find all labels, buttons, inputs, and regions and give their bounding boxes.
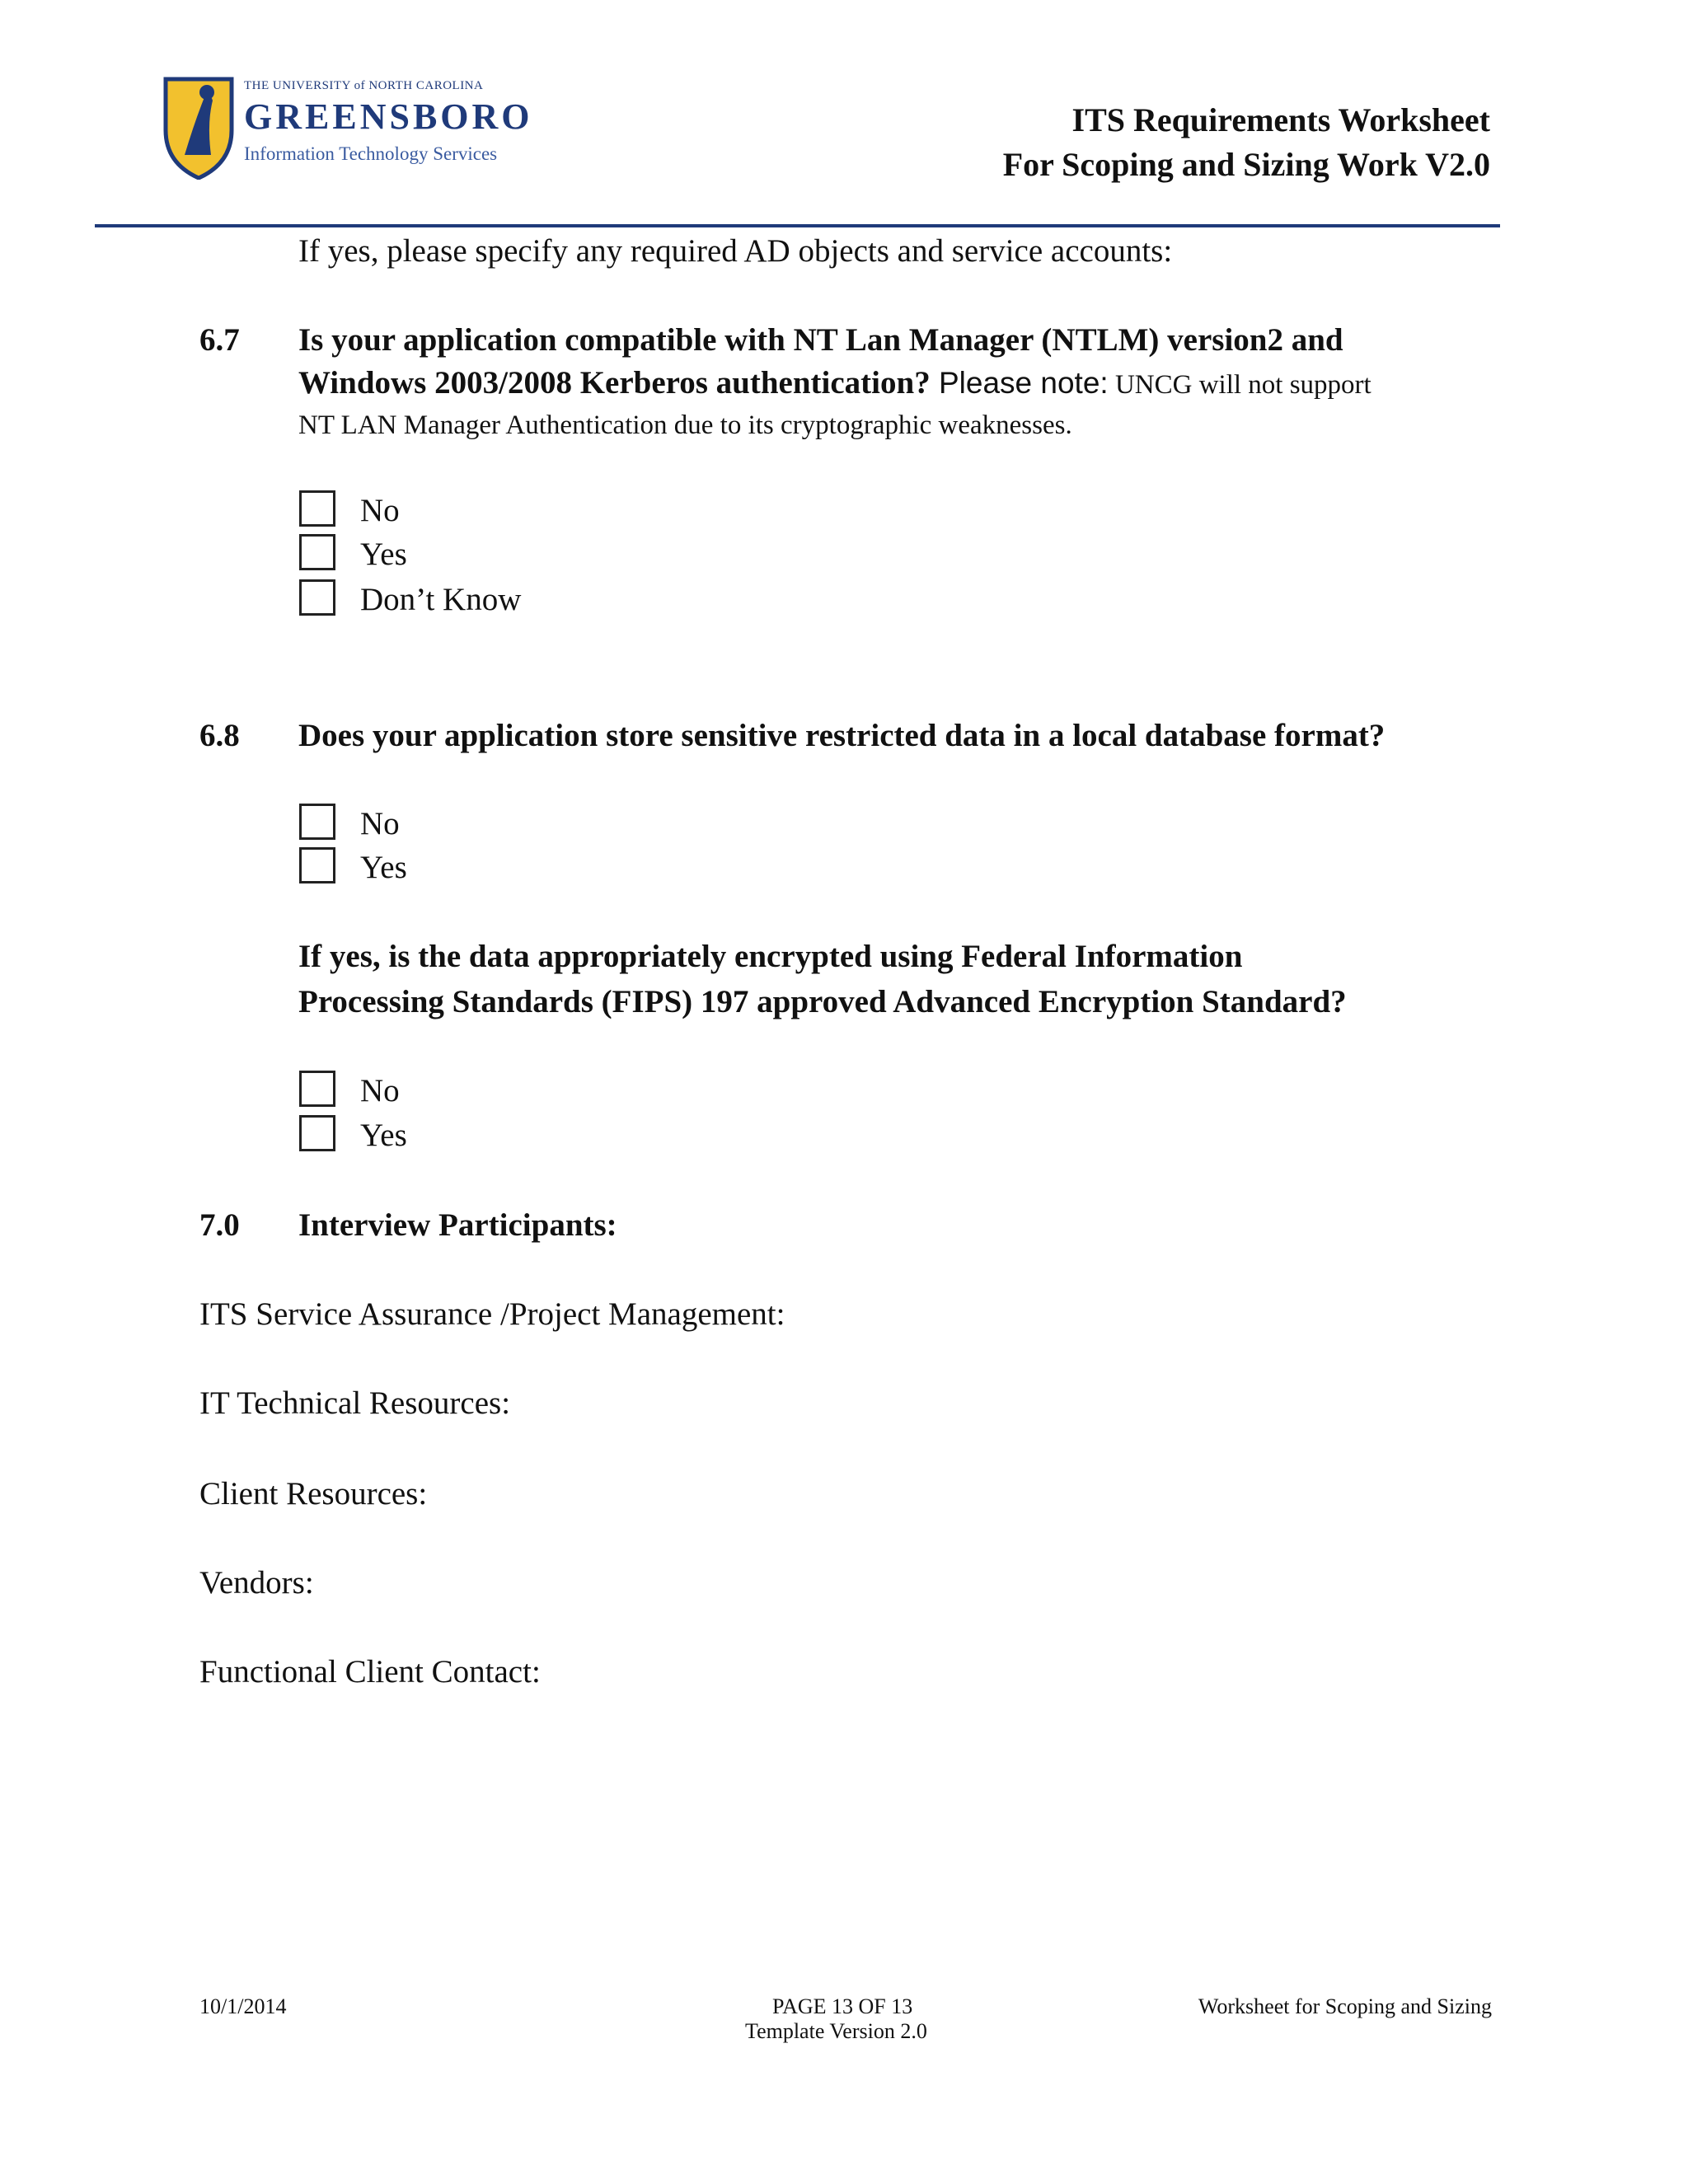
q67-no-label: No bbox=[360, 493, 400, 528]
q68-no-label: No bbox=[360, 806, 400, 841]
q68-followup-yes-label: Yes bbox=[360, 1118, 407, 1153]
logo-its: Information Technology Services bbox=[244, 143, 498, 164]
q68-number: 6.8 bbox=[199, 718, 240, 753]
uncg-logo bbox=[162, 73, 533, 184]
q67-yes-label: Yes bbox=[360, 537, 407, 572]
footer-page: PAGE 13 OF 13 bbox=[772, 1994, 913, 2018]
ad-objects-prompt: If yes, please specify any required AD objects and service accounts: bbox=[298, 233, 1173, 269]
header-title-line2: For Scoping and Sizing Work V2.0 bbox=[1002, 146, 1490, 183]
field-it-technical-resources: IT Technical Resources: bbox=[199, 1385, 511, 1421]
s70-title: Interview Participants: bbox=[298, 1207, 617, 1243]
q67-line2-bold: Windows 2003/2008 Kerberos authentication? bbox=[298, 365, 931, 401]
q67-dontknow-checkbox[interactable] bbox=[299, 579, 335, 616]
q68-yes-label: Yes bbox=[360, 850, 407, 885]
q68-yes-checkbox[interactable] bbox=[299, 847, 335, 883]
field-its-service-assurance: ITS Service Assurance /Project Management: bbox=[199, 1296, 785, 1332]
s70-number: 7.0 bbox=[199, 1207, 240, 1243]
shield-icon bbox=[162, 73, 236, 180]
q68-followup-line1: If yes, is the data appropriately encrypted using Federal Information bbox=[298, 939, 1243, 974]
q67-number: 6.7 bbox=[199, 322, 240, 358]
q67-line3: NT LAN Manager Authentication due to its cryptographic weaknesses. bbox=[298, 410, 1072, 440]
q68-followup-no-label: No bbox=[360, 1073, 400, 1108]
q68-followup-line2: Processing Standards (FIPS) 197 approved Advanced Encryption Standard? bbox=[298, 984, 1347, 1019]
q68-followup-no-checkbox[interactable] bbox=[299, 1071, 335, 1107]
field-client-resources: Client Resources: bbox=[199, 1476, 428, 1511]
q68-no-checkbox[interactable] bbox=[299, 804, 335, 840]
q67-no-checkbox[interactable] bbox=[299, 490, 335, 527]
footer-template-version: Template Version 2.0 bbox=[745, 2019, 927, 2043]
field-vendors: Vendors: bbox=[199, 1565, 314, 1601]
footer-worksheet: Worksheet for Scoping and Sizing bbox=[1198, 1994, 1492, 2018]
q67-line2 bbox=[298, 364, 1372, 401]
footer-date: 10/1/2014 bbox=[199, 1994, 287, 2018]
logo-university: THE UNIVERSITY of NORTH CAROLINA bbox=[244, 79, 484, 92]
q67-note-small: UNCG will not support bbox=[1108, 370, 1372, 400]
field-functional-client-contact: Functional Client Contact: bbox=[199, 1654, 541, 1690]
q67-please-note: Please note: bbox=[930, 366, 1109, 400]
q68-followup-yes-checkbox[interactable] bbox=[299, 1115, 335, 1151]
logo-greensboro: GREENSBORO bbox=[244, 96, 533, 137]
header-title-line1: ITS Requirements Worksheet bbox=[1071, 101, 1490, 138]
header-rule bbox=[95, 224, 1500, 227]
q67-line1: Is your application compatible with NT Lan Manager (NTLM) version2 and bbox=[298, 322, 1343, 358]
q67-dontknow-label: Don’t Know bbox=[360, 582, 522, 617]
q67-yes-checkbox[interactable] bbox=[299, 534, 335, 570]
q68-question: Does your application store sensitive restricted data in a local database format? bbox=[298, 718, 1386, 753]
